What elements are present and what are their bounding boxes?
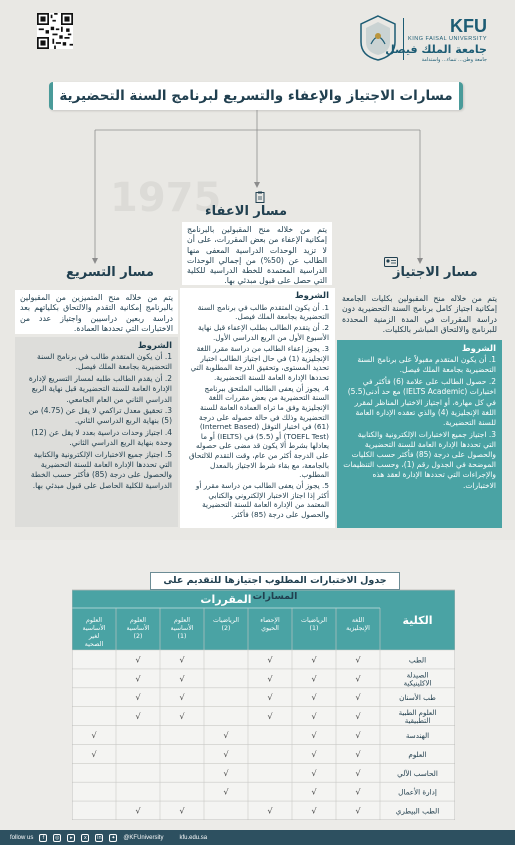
check-mark: √: [135, 693, 141, 703]
exemption-condition: 5. يجوز أن يعفى الطالب من دراسة مقرر أو أكثر إذا اجتاز الاختبار الإلكتروني والكتابي المعتمد من الإدارة العامة للسنة التحضيرية والحصول على درجة (85) فأكثر.: [195, 481, 329, 520]
college-name: الهندسة: [405, 731, 430, 740]
passing-path-title: مسار الاجتياز: [393, 265, 478, 280]
brand-arabic: جامعة الملك فيصل: [385, 43, 487, 56]
acceleration-condition: 5. اجتياز جميع الاختبارات الإلكترونية والكتابية التي تحددها الإدارة العامة للسنة التحضيرية والحصول على درجة (85) فأكثر حسب الخطة الدراسية للكلية الحاصل على قبول مبدئي بها.: [30, 450, 172, 490]
acceleration-conditions-title: الشروط: [137, 341, 172, 351]
course-column-header: (1): [177, 633, 187, 640]
footer-bar: [0, 830, 515, 845]
course-column-header: الرياضيات: [301, 617, 327, 624]
exemption-condition: 4. يجوز أن يعفى الطالب الملتحق ببرنامج السنة التحضيرية من بعض مقررات اللغة الإنجليزية وفق ما تراه العمادة العامة للسنة التحضيرية وذلك في حالة حصوله على درجة (61) في اختبار التوفل (Internet Based) (TOEFL Test) أو (5.5) في (IELTS) أو ما يعادلها بشرط ألا يكون قد مضى على حصوله على الدرجة أكثر من عام، وقت التقدم للالتحاق بالجامعة، مع بقاء شرط الاجتياز بالمعدل المطلوب.: [188, 383, 329, 480]
check-mark: √: [311, 731, 317, 740]
brand-english: KING FAISAL UNIVERSITY: [408, 36, 487, 42]
passing-path-heading: [393, 265, 478, 280]
check-mark: √: [179, 806, 185, 816]
check-mark: √: [267, 693, 273, 703]
youtube-icon[interactable]: ▸: [67, 834, 75, 842]
check-mark: √: [311, 787, 317, 797]
check-mark: √: [223, 749, 229, 759]
check-mark: √: [179, 674, 185, 684]
check-mark: √: [355, 731, 361, 740]
website-link[interactable]: kfu.edu.sa: [179, 834, 208, 841]
social-handle[interactable]: @KFUniversity: [123, 834, 164, 841]
check-mark: √: [311, 693, 317, 703]
check-mark: √: [311, 655, 317, 665]
id-card-icon: [384, 252, 398, 271]
acceleration-condition: 2. أن يقدم الطالب طلبه لمسار التسريع لإدارة الإدارة العامة للسنة التحضيرية قبل نهاية الربع الدراسي الثاني من العام الجامعي.: [28, 374, 172, 404]
exemption-path-heading: [205, 204, 287, 219]
exemption-condition: 2. أن يتقدم الطالب بطلب الإعفاء قبل نهاية الأسبوع الأول من الربع الدراسي الأول.: [198, 323, 329, 342]
acceleration-condition: 4. اجتياز وحدات دراسية بعدد لا يقل عن (12) وحدة بنهاية الربع الدراسي الثاني.: [31, 428, 172, 448]
course-column-header: اللغة: [351, 617, 365, 624]
check-mark: √: [135, 655, 141, 665]
acceleration-conditions: [15, 337, 178, 527]
check-mark: √: [355, 806, 361, 816]
check-mark: √: [311, 806, 317, 816]
clipboard-icon: [255, 188, 265, 207]
course-column-header: العلوم: [130, 617, 146, 624]
college-name: العلوم: [408, 749, 427, 759]
course-column-header: الأساسية: [170, 625, 194, 632]
college-name: طب الأسنان: [399, 693, 436, 703]
course-column-header: الإنجليزية: [346, 625, 370, 632]
college-name: العلوم الطبية: [398, 709, 437, 718]
check-mark: √: [355, 787, 361, 797]
exemption-conditions: [180, 288, 335, 528]
page-title: مسارات الاجتياز والإعفاء والتسريع لبرنامج السنة التحضيرية: [59, 88, 453, 104]
exemption-intro: يتم من خلاله منح المقبولين بالبرنامج إمكانية الإعفاء من بعض المقررات، على أن لا تزيد الوحدات الدراسية المعفى منها الطالب عن (50%) من إجمالي الوحدات الدراسية المعتمدة للخطة الدراسية للكلية التي حصل على قبول مبدئي بها.: [182, 222, 332, 285]
check-mark: √: [311, 674, 317, 684]
check-mark: √: [135, 806, 141, 816]
course-column-header: الرياضيات: [213, 617, 239, 624]
facebook-icon[interactable]: f: [39, 834, 47, 842]
check-mark: √: [223, 731, 229, 740]
check-mark: √: [91, 731, 97, 740]
course-column-header: العلوم: [86, 617, 102, 624]
exemption-condition: 1. أن يكون المتقدم طالب في برنامج السنة التحضيرية بجامعة الملك فيصل.: [197, 302, 329, 322]
check-mark: √: [355, 655, 361, 665]
college-column-header: الكلية: [402, 614, 433, 627]
year-watermark: 1975: [110, 175, 222, 221]
check-mark: √: [223, 787, 229, 797]
check-mark: √: [135, 674, 141, 684]
instagram-icon[interactable]: ◎: [55, 834, 60, 841]
linkedin-icon[interactable]: in: [97, 834, 102, 841]
check-mark: √: [223, 768, 229, 778]
college-name: التطبيقية: [404, 717, 431, 726]
check-mark: √: [267, 712, 273, 722]
check-mark: √: [267, 806, 273, 816]
passing-conditions-title: الشروط: [461, 344, 496, 354]
course-column-header: الصحية: [84, 641, 104, 648]
course-column-header: (2): [133, 633, 143, 640]
check-mark: √: [179, 712, 185, 722]
passing-condition: 3. اجتياز جميع الاختبارات الإلكترونية والكتابية التي تحددها الإدارة العامة للسنة التحضيرية والحصول على درجة (85) فأكثر حسب الكليات الموضحة في الجدول رقم (1)، وحسب التنظيمات والإجراءات التي تحددها الإدارة لعقد هذه الاختبارات.: [343, 429, 496, 490]
acceleration-condition: 3. تحقيق معدل تراكمي لا يقل عن (4.75) من (5) بنهاية الربع الدراسي الثاني.: [28, 406, 172, 426]
course-column-header: (1): [309, 625, 319, 632]
check-mark: √: [179, 693, 185, 703]
check-mark: √: [311, 749, 317, 759]
exemption-condition: 3. يجوز إعفاء الطالب من دراسة مقرر اللغة الإنجليزية (1) في حال اجتياز الطالب اختبار تحديد المستوى، وتحقيق الدرجة المطلوبة التي تحددها الإدارة العامة للسنة التحضيرية.: [190, 343, 329, 382]
college-name: إدارة الأعمال: [398, 787, 437, 797]
check-mark: √: [355, 749, 361, 759]
check-mark: √: [355, 693, 361, 703]
follow-label: follow us: [10, 834, 34, 841]
acceleration-condition: 1. أن يكون المتقدم طالب في برنامج السنة التحضيرية بجامعة الملك فيصل.: [37, 352, 172, 372]
college-name: الصيدلة: [406, 671, 429, 680]
course-column-header: الأساسية: [126, 625, 150, 632]
x-icon[interactable]: x: [81, 834, 89, 842]
acceleration-intro: يتم من خلاله منح المتميزين من المقبولين بالبرنامج إمكانية التقدم والالتحاق بكلياتهم بعد دراسة ربعين دراسيين واجتياز عدد من الاختبارات التي تحددها العمادة.: [15, 290, 178, 334]
check-mark: √: [355, 768, 361, 778]
acceleration-path-title: مسار التسريع: [66, 265, 154, 280]
passing-conditions: [337, 340, 502, 528]
brand-tagline: جامعة وطن... تنماء... واستدامة: [421, 57, 487, 63]
course-column-header: الإحصاء: [260, 617, 280, 624]
course-column-header: الأساسية: [82, 625, 106, 632]
check-mark: √: [91, 749, 97, 759]
courses-group-header: المقررات: [200, 593, 252, 606]
course-column-header: الحيوي: [261, 625, 279, 632]
college-name: الحاسب الآلي: [397, 768, 438, 778]
course-column-header: (2): [221, 625, 231, 632]
acceleration-path-heading: [66, 265, 154, 280]
exemption-path-title: مسار الاعفاء: [205, 204, 288, 219]
snapchat-icon[interactable]: ✦: [111, 834, 116, 841]
passing-condition: 2. حصول الطالب على علامة (6) فأكثر في اختبارات (IELTS Academic) مع حد أدنى(5.5) في كل مهارة، أو اجتياز الاختبار المناظر لمقرر اللغة الإنجليزية (4) والذي تعقده الإدارة العامة للسنة التحضيرية.: [347, 377, 496, 427]
check-mark: √: [311, 768, 317, 778]
check-mark: √: [311, 712, 317, 722]
college-name: الاكلينيكية: [403, 679, 432, 688]
exemption-conditions-title: الشروط: [294, 291, 329, 301]
check-mark: √: [355, 712, 361, 722]
course-column-header: العلوم: [174, 617, 190, 624]
brand-short: KFU: [450, 16, 487, 36]
check-mark: √: [179, 655, 185, 665]
course-column-header: لغير: [88, 633, 100, 640]
college-name: الطب: [408, 655, 427, 665]
passing-intro: يتم من خلاله منح المقبولين بكليات الجامعة إمكانية اجتياز كامل برنامج السنة التحضيرية دون دراسة المقررات في المدة الزمنية المحددة للبرنامج والالتحاق المباشر بالكليات.: [342, 294, 497, 334]
check-mark: √: [355, 674, 361, 684]
check-mark: √: [135, 712, 141, 722]
table-caption: جدول الاختبارات المطلوب اجتيازها للتقديم على المسارات: [150, 572, 400, 590]
check-mark: √: [267, 655, 273, 665]
check-mark: √: [267, 674, 273, 684]
passing-condition: 1. أن يكون المتقدم مقبولاً على برنامج السنة التحضيرية بجامعة الملك فيصل.: [357, 355, 496, 375]
college-name: الطب البيطري: [395, 806, 440, 816]
